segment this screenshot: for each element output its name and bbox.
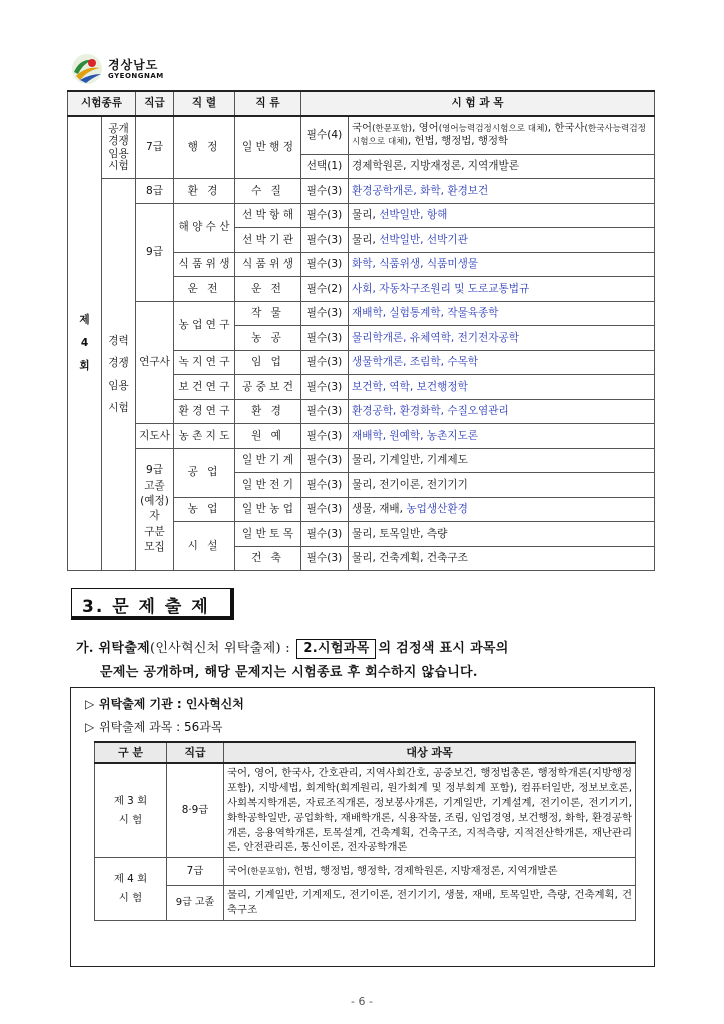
- crop-subjects: 재배학, 실험통계학, 작물육종학: [349, 301, 655, 326]
- sub-header-category: 구 분: [95, 742, 167, 763]
- class-building: 건 축: [235, 546, 301, 571]
- grade-7: 7급: [167, 858, 224, 886]
- required-3: 필수(3): [301, 473, 349, 498]
- series-env: 환 경: [174, 179, 235, 204]
- grade-8-9: 8·9급: [167, 763, 224, 858]
- required-3: 필수(3): [301, 228, 349, 253]
- required-3: 필수(3): [301, 326, 349, 351]
- gen-machine-subjects: 물리, 기계일반, 기계제도: [349, 448, 655, 473]
- logo-english: GYEONGNAM: [108, 71, 164, 80]
- class-crop: 작 물: [235, 301, 301, 326]
- logo: [70, 50, 164, 88]
- triangle-right-icon: ▷: [85, 697, 95, 711]
- entrusted-info-box: [70, 687, 655, 967]
- series-drive: 운 전: [174, 277, 235, 302]
- elective-1-subjects: 경제학원론, 지방재정론, 지역개발론: [349, 154, 655, 179]
- required-3: 필수(3): [301, 399, 349, 424]
- public-health-subjects: 보건학, 역학, 보건행정학: [349, 375, 655, 400]
- series-food: 식 품 위 생: [174, 252, 235, 277]
- class-water: 수 질: [235, 179, 301, 204]
- class-public-health: 공 중 보 건: [235, 375, 301, 400]
- class-env: 환 경: [235, 399, 301, 424]
- header-grade: 직급: [136, 91, 174, 116]
- class-ship-eng: 선 박 기 관: [235, 228, 301, 253]
- grade-7-subjects: 국어(한문포함), 헌법, 행정법, 행정학, 경제학원론, 지방재정론, 지역개발론: [224, 858, 636, 886]
- gen-elec-subjects: 물리, 전기이론, 전기기기: [349, 473, 655, 498]
- sub-header-row: [95, 742, 636, 763]
- table-row: [95, 886, 636, 921]
- horticulture-subjects: 재배학, 원예학, 농촌지도론: [349, 424, 655, 449]
- class-general-admin: 일 반 행 정: [235, 116, 301, 179]
- sub-header-grade: 직급: [167, 742, 224, 763]
- para-rest: 의 검정색 표시 과목의: [378, 641, 509, 656]
- series-admin: 행 정: [174, 116, 235, 179]
- drive-subjects: 사회, 자동차구조원리 및 도로교통법규: [349, 277, 655, 302]
- grade-guide: 지도사: [136, 424, 174, 449]
- round-3-label: 제 3 회 시 험: [95, 763, 167, 858]
- gyeongnam-logo-icon: [70, 52, 104, 86]
- required-3: 필수(3): [301, 497, 349, 522]
- env2-subjects: 환경공학, 환경화학, 수질오염관리: [349, 399, 655, 424]
- section-title: 3. 문 제 출 제: [71, 588, 234, 620]
- class-agri-eng: 농 공: [235, 326, 301, 351]
- career-exam-label: 경력 경쟁 임용 시험: [102, 179, 136, 571]
- entrusted-paragraph: [76, 637, 661, 685]
- entrusted-subjects-table: [94, 741, 636, 921]
- forestry-subjects: 생물학개론, 조림학, 수목학: [349, 350, 655, 375]
- agri-eng-subjects: 물리학개론, 유체역학, 전기전자공학: [349, 326, 655, 351]
- series-green-research: 녹 지 연 구: [174, 350, 235, 375]
- required-3: 필수(3): [301, 179, 349, 204]
- grade-8: 8급: [136, 179, 174, 204]
- required-3: 필수(3): [301, 301, 349, 326]
- para-line2: 문제는 공개하며, 해당 문제지는 시험종료 후 회수하지 않습니다.: [100, 665, 478, 680]
- food-subjects: 화학, 식품위생, 식품미생물: [349, 252, 655, 277]
- round-3-subjects: 국어, 영어, 한국사, 간호관리, 지역사회간호, 공중보건, 행정법총론, 행정학개론(지방행정 포함), 지방세법, 회계학(회계원리, 원가회계 및 정부회계 포함), 컴퓨터일반, 정보보호론, 사회복지학개론, 자료조직개론, 정보봉사개론, 기계일반, 기계설계, 전기이론, 전기기기, 화학공학일반, 공업화학, 재배학개론, 식용작물, 조림, 임업경영, 보건행정, 화학, 환경공학개론, 응용역학개론, 토목설계, 건축계획, 건축구조, 지적측량, 지적전산학개론, 재난관리론, 안전관리론, 통신이론, 전자공학개론: [224, 763, 636, 858]
- grade-9-highschool: 9급 고졸: [167, 886, 224, 921]
- para-boxed-ref: 2.시험과목: [296, 639, 376, 659]
- class-ship-nav: 선 박 항 해: [235, 203, 301, 228]
- grade-7: 7급: [136, 116, 174, 179]
- class-gen-agri: 일 반 농 업: [235, 497, 301, 522]
- gen-agri-subjects: 생물, 재배, 농업생산환경: [349, 497, 655, 522]
- required-3: 필수(3): [301, 448, 349, 473]
- required-4: 필수(4): [301, 116, 349, 154]
- table-header-row: [68, 91, 655, 116]
- class-food: 식 품 위 생: [235, 252, 301, 277]
- series-marine: 해 양 수 산: [174, 203, 235, 252]
- header-class: 직 류: [235, 91, 301, 116]
- required-4-subjects: 국어(한문포함), 영어(영어능력검정시험으로 대체), 한국사(한국사능력검정시험으로 대체), 헌법, 행정법, 행정학: [349, 116, 655, 154]
- required-3: 필수(3): [301, 546, 349, 571]
- open-exam-label: 공개 경쟁 임용 시험: [102, 116, 136, 179]
- table-row: [95, 763, 636, 858]
- grade-9-hs-subjects: 물리, 기계일반, 기계제도, 전기이론, 전기기기, 생물, 재배, 토목일반, 측량, 건축계획, 건축구조: [224, 886, 636, 921]
- series-rural-guide: 농 촌 지 도: [174, 424, 235, 449]
- class-drive: 운 전: [235, 277, 301, 302]
- series-env-research: 환 경 연 구: [174, 399, 235, 424]
- table-row: [95, 858, 636, 886]
- building-subjects: 물리, 건축계획, 건축구조: [349, 546, 655, 571]
- round-4-label: 제 4 회: [68, 116, 102, 571]
- grade-9-highschool: 9급 고졸 (예정) 자 구분 모집: [136, 448, 174, 571]
- class-gen-elec: 일 반 전 기: [235, 473, 301, 498]
- gen-civil-subjects: 물리, 토목일반, 측량: [349, 522, 655, 547]
- triangle-right-icon: ▷: [85, 720, 95, 734]
- header-subjects: 시 험 과 목: [301, 91, 655, 116]
- bullet-count: ▷ 위탁출제 과목 : 56과목: [85, 720, 223, 734]
- series-agriculture: 농 업: [174, 497, 235, 522]
- page-number: - 6 -: [351, 995, 373, 1008]
- series-industry: 공 업: [174, 448, 235, 497]
- class-forestry: 임 업: [235, 350, 301, 375]
- grade-9: 9급: [136, 203, 174, 301]
- ship-eng-subjects: 물리, 선박일반, 선박기관: [349, 228, 655, 253]
- required-3: 필수(3): [301, 203, 349, 228]
- class-gen-machine: 일 반 기 계: [235, 448, 301, 473]
- elective-1: 선택(1): [301, 154, 349, 179]
- para-paren: (인사혁신처 위탁출제) :: [149, 641, 295, 656]
- required-3: 필수(3): [301, 252, 349, 277]
- class-gen-civil: 일 반 토 목: [235, 522, 301, 547]
- required-3: 필수(3): [301, 375, 349, 400]
- required-3: 필수(3): [301, 522, 349, 547]
- required-3: 필수(3): [301, 350, 349, 375]
- header-series: 직 렬: [174, 91, 235, 116]
- bullet-agency: ▷ 위탁출제 기관 : 인사혁신처: [85, 697, 244, 711]
- logo-korean: 경상남도: [108, 57, 159, 72]
- grade-researcher: 연구사: [136, 301, 174, 424]
- required-3: 필수(3): [301, 424, 349, 449]
- para-prefix: 가. 위탁출제: [76, 641, 150, 656]
- series-facility: 시 설: [174, 522, 235, 571]
- series-health-research: 보 건 연 구: [174, 375, 235, 400]
- required-2: 필수(2): [301, 277, 349, 302]
- round-4-label: 제 4 회 시 험: [95, 858, 167, 921]
- ship-nav-subjects: 물리, 선박일반, 항해: [349, 203, 655, 228]
- exam-subject-table: [67, 90, 655, 571]
- sub-header-subjects: 대상 과목: [224, 742, 636, 763]
- header-exam-type: 시험종류: [68, 91, 136, 116]
- env-subjects: 환경공학개론, 화학, 환경보건: [349, 179, 655, 204]
- class-horticulture: 원 예: [235, 424, 301, 449]
- series-agri-research: 농 업 연 구: [174, 301, 235, 350]
